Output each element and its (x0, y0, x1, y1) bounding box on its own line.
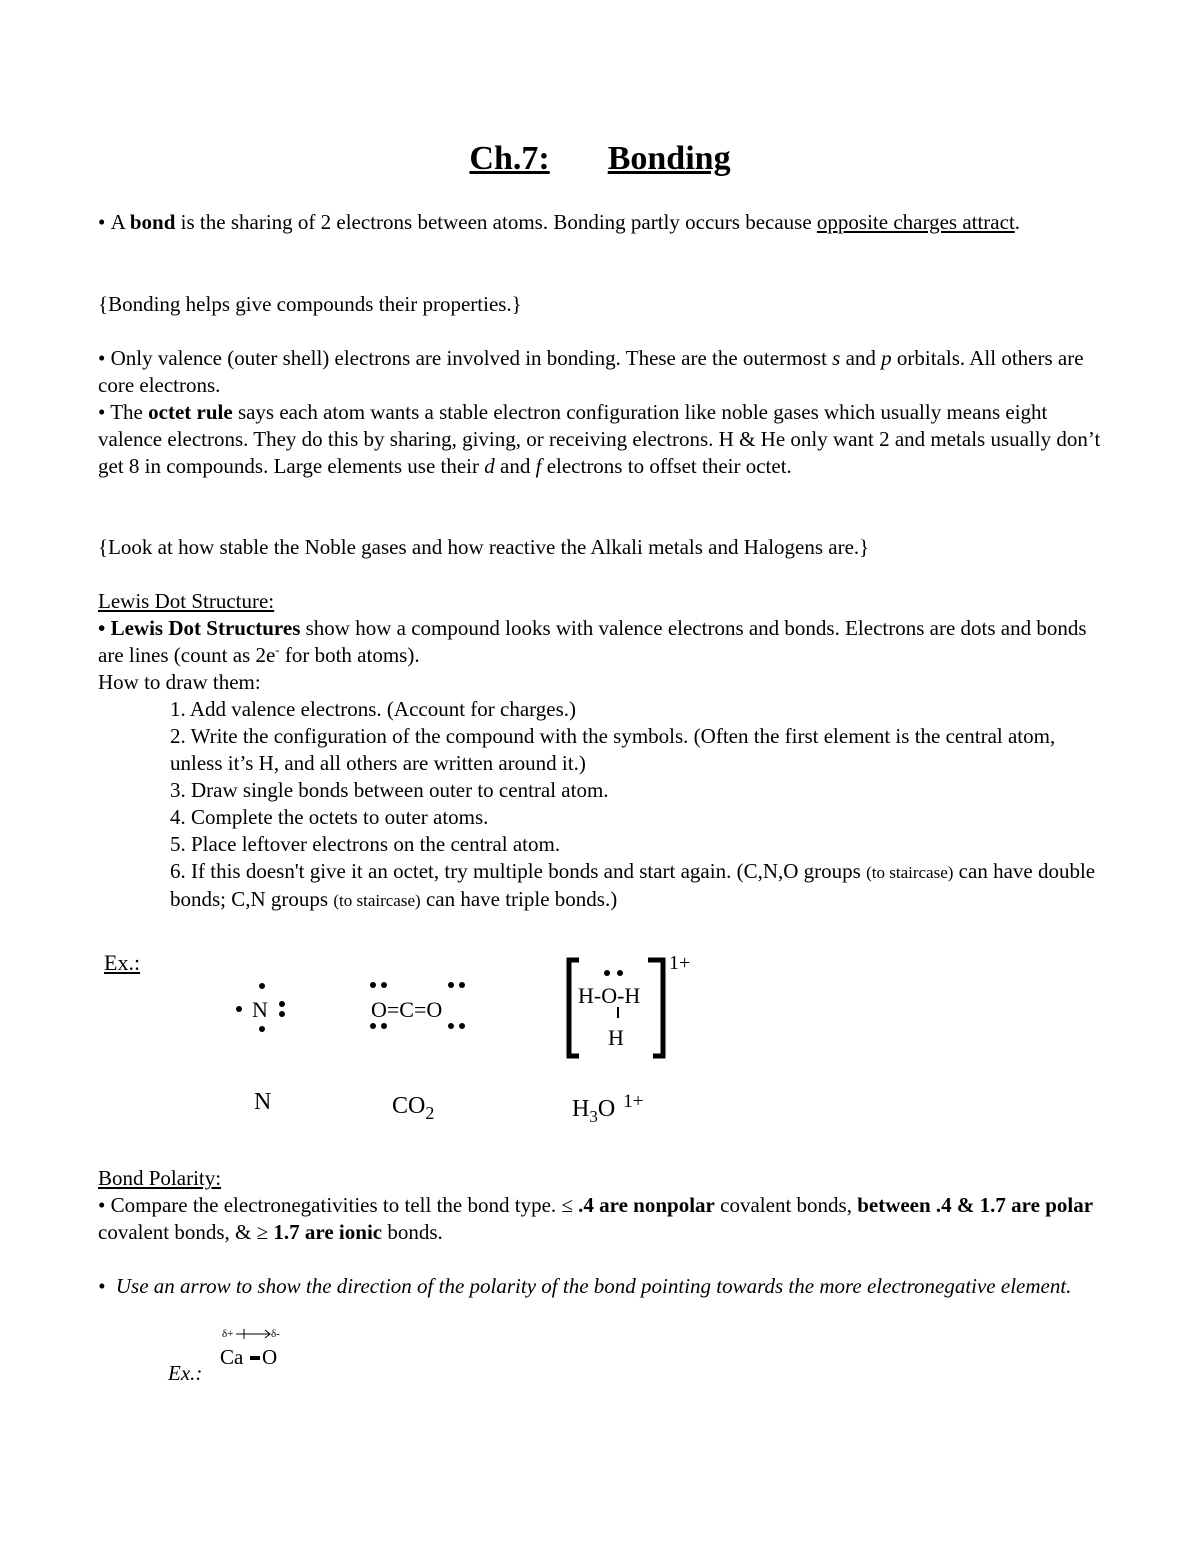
examples-label: Ex.: (104, 950, 141, 975)
chapter-number: Ch.7: (469, 140, 550, 177)
polarity-example-label: Ex.: (168, 1361, 203, 1385)
electron-dot (381, 982, 387, 988)
list-item: 6. If this doesn't give it an octet, try multiple bonds and start again. (C,N,O groups (to staircase) can have double bonds; C,N groups (to staircase) can have triple bonds.) (170, 859, 1096, 911)
electron-dot (617, 970, 623, 976)
list-item: 5. Place leftover electrons on the central atom. (170, 832, 561, 856)
list-item: 2. Write the configuration of the compound with the symbols. (Often the first element is the central atom, unless it’s H, and all others are written around it.) (170, 724, 1056, 775)
list-item: 3. Draw single bonds between outer to central atom. (170, 778, 609, 802)
lewis-description: • Lewis Dot Structures show how a compound looks with valence electrons and bonds. Electrons are dots and bonds are lines (count as 2e- for both atoms). (98, 616, 1087, 667)
electron-dot (259, 1026, 265, 1032)
electron-dot (370, 982, 376, 988)
polarity-arrow-note: • Use an arrow to show the direction of the polarity of the bond pointing towards the more electronegative element. (98, 1274, 1072, 1298)
left-bracket (569, 960, 579, 1056)
note-properties: {Bonding helps give compounds their properties.} (98, 292, 522, 316)
lewis-structure-h3o (562, 948, 702, 1063)
label-n: N (254, 1089, 272, 1115)
lewis-steps-list (170, 696, 1110, 914)
chapter-topic: Bonding (607, 140, 731, 177)
lewis-h3o-diagram (562, 948, 702, 1063)
ionic-bond-bar (250, 1356, 260, 1360)
bond-polarity-heading: Bond Polarity: (98, 1166, 222, 1190)
lewis-structure-n (226, 975, 296, 1035)
label-h3o: $H_3O$ $^{1+}$ (572, 1091, 644, 1126)
electron-dot (236, 1006, 242, 1012)
right-bracket (648, 960, 663, 1056)
list-item: 4. Complete the octets to outer atoms. (170, 805, 489, 829)
delta-plus: δ+ (222, 1328, 234, 1340)
oxygen-symbol: O (262, 1345, 278, 1369)
electron-dot (459, 982, 465, 988)
electron-dot (448, 1023, 454, 1029)
delta-minus: δ- (271, 1328, 280, 1340)
lewis-structure-co2 (362, 975, 472, 1035)
lewis-section (98, 588, 1108, 696)
electron-dot (279, 1001, 285, 1007)
calcium-symbol: Ca (220, 1345, 244, 1369)
lewis-co2-diagram (362, 975, 472, 1035)
h3o-bottom-h: H (608, 1025, 624, 1050)
bond-polarity-section (98, 1165, 1108, 1246)
octet-rule-paragraph: • The octet rule says each atom wants a stable electron configuration like noble gases which usually means eight valence electrons. They do this by sharing, giving, or receiving electrons. H & He only want 2 and metals usually don’t get 8 in compounds. Large elements use their d and f electrons to offset their octet. (98, 400, 1101, 478)
label-co2: $CO_2$ (392, 1093, 435, 1123)
polarity-example (216, 1324, 296, 1374)
how-to-draw: How to draw them: (98, 670, 261, 694)
electron-dot (604, 970, 610, 976)
h3o-top-row: H-O-H (578, 983, 641, 1008)
valence-paragraph: • Only valence (outer shell) electrons are involved in bonding. These are the outermost s and p orbitals. All others are core electrons. (98, 346, 1084, 397)
lewis-n-diagram (226, 975, 296, 1035)
note-noble-gases: {Look at how stable the Noble gases and how reactive the Alkali metals and Halogens are.} (98, 535, 870, 559)
h3o-charge: 1+ (669, 952, 691, 974)
atom-symbol: N (252, 997, 268, 1022)
electron-dot (448, 982, 454, 988)
lewis-heading: Lewis Dot Structure: (98, 589, 275, 613)
electron-dot (459, 1023, 465, 1029)
bond-definition: • A bond is the sharing of 2 electrons between atoms. Bonding partly occurs because opposite charges attract. (98, 210, 1021, 234)
electron-dot (279, 1011, 285, 1017)
co2-formula-structure: O=C=O (371, 997, 443, 1022)
list-item: 1. Add valence electrons. (Account for charges.) (170, 697, 577, 721)
electron-dot (370, 1023, 376, 1029)
electron-dot (381, 1023, 387, 1029)
electron-dot (259, 983, 265, 989)
bond-polarity-description: • Compare the electronegativities to tell the bond type. ≤ .4 are nonpolar covalent bonds, between .4 & 1.7 are polar covalent bonds, & ≥ 1.7 are ionic bonds. (98, 1193, 1094, 1244)
ca-o-polarity-diagram (216, 1324, 296, 1374)
page-title (0, 140, 1200, 178)
